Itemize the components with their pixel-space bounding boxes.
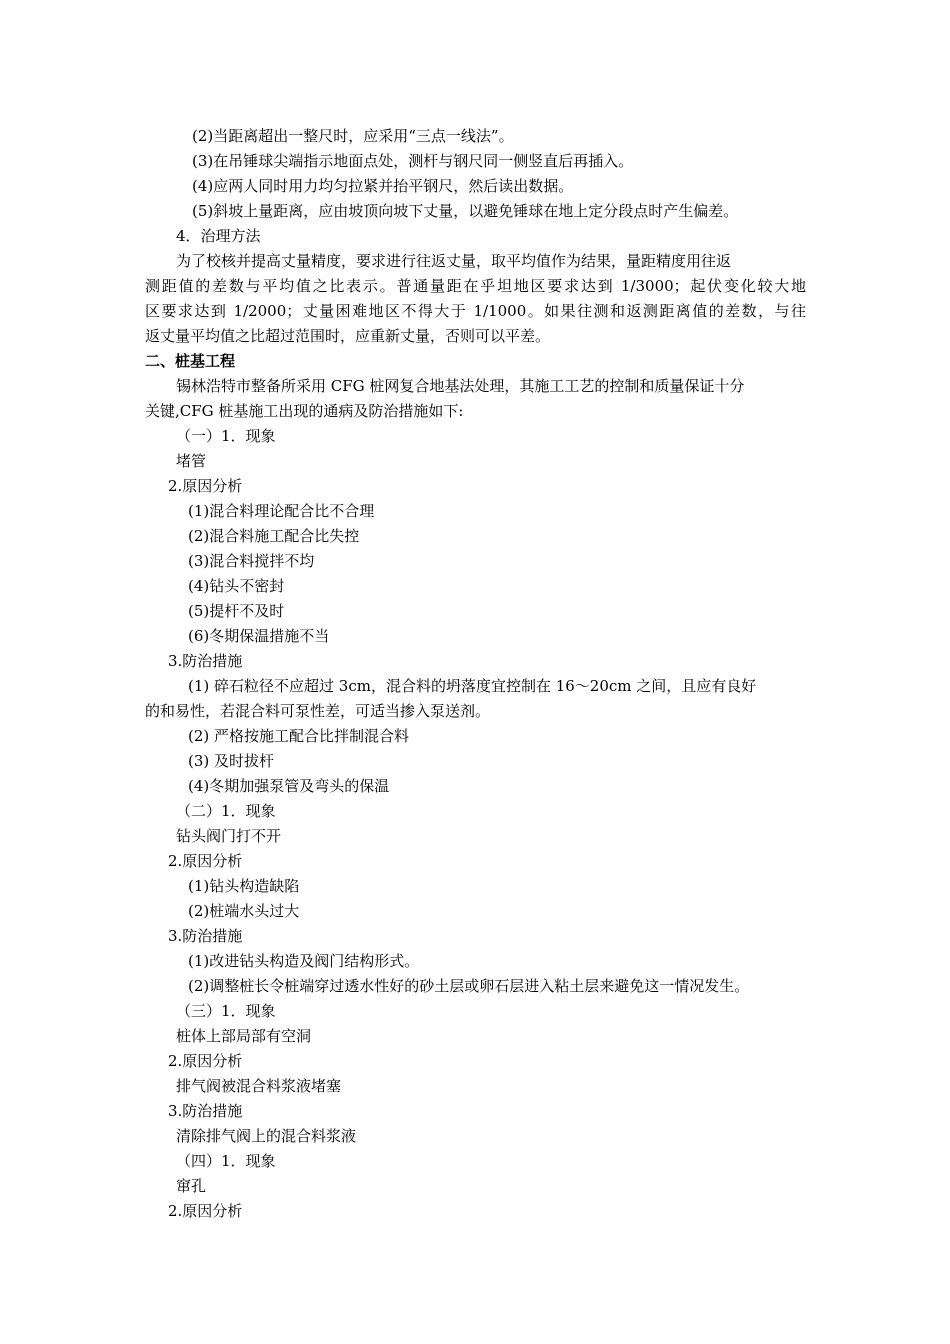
list-item: (1)钻头构造缺陷	[188, 877, 300, 895]
text-line: 钻头阀门打不开	[176, 827, 282, 845]
subsection-heading: 2.原因分析	[168, 1202, 243, 1220]
text-line: 排气阀被混合料浆液堵塞	[176, 1077, 342, 1095]
list-item: (6)冬期保温措施不当	[188, 627, 330, 645]
paragraph-line: 区要求达到 1/2000；丈量困难地区不得大于 1/1000。如果往测和返测距离值的差数，与往	[145, 302, 806, 320]
section-heading: 4．治理方法	[176, 227, 261, 245]
text-line: 窜孔	[176, 1177, 207, 1195]
subsection-heading: 3.防治措施	[168, 652, 243, 670]
subsection-heading: （二）1．现象	[176, 802, 276, 820]
subsection-heading: （三）1．现象	[176, 1002, 276, 1020]
chapter-heading: 二、桩基工程	[145, 352, 236, 370]
text-line: 堵管	[176, 452, 207, 470]
list-item: (1) 碎石粒径不应超过 3cm，混合料的坍落度宜控制在 16～20cm 之间，且应有良好	[188, 677, 757, 695]
list-item: (2)混合料施工配合比失控	[188, 527, 360, 545]
list-item: (2) 严格按施工配合比拌制混合料	[188, 727, 410, 745]
list-item: (4)钻头不密封	[188, 577, 285, 595]
text-line: (2)当距离超出一整尺时，应采用“三点一线法”。	[192, 127, 514, 145]
subsection-heading: 2.原因分析	[168, 477, 243, 495]
list-item: 的和易性，若混合料可泵性差，可适当掺入泵送剂。	[145, 702, 491, 720]
list-item: (5)提杆不及时	[188, 602, 285, 620]
list-item: (3) 及时拔杆	[188, 752, 275, 770]
list-item: (2)桩端水头过大	[188, 902, 300, 920]
paragraph-line: 锡林浩特市整备所采用 CFG 桩网复合地基法处理，其施工工艺的控制和质量保证十分	[176, 377, 745, 395]
paragraph-line: 测距值的差数与平均值之比表示。普通量距在乎坦地区要求达到 1/3000；起伏变化较大地	[145, 277, 806, 295]
text-line: (3)在吊锤球尖端指示地面点处，测杆与钢尺同一侧竖直后再插入。	[192, 152, 634, 170]
text-line: 桩体上部局部有空洞	[176, 1027, 312, 1045]
text-line: (5)斜坡上量距离，应由坡顶向坡下丈量，以避免锤球在地上定分段点时产生偏差。	[192, 202, 739, 220]
subsection-heading: 3.防治措施	[168, 927, 243, 945]
list-item: (1)改进钻头构造及阀门结构形式。	[188, 952, 420, 970]
list-item: (2)调整桩长令桩端穿过透水性好的砂土层或卵石层进入粘土层来避免这一情况发生。	[188, 977, 750, 995]
list-item: (3)混合料搅拌不均	[188, 552, 315, 570]
subsection-heading: 2.原因分析	[168, 852, 243, 870]
subsection-heading: （四）1．现象	[176, 1152, 276, 1170]
paragraph-line: 为了校核并提高丈量精度，要求进行往返丈量，取平均值作为结果，量距精度用往返	[176, 252, 732, 270]
subsection-heading: 2.原因分析	[168, 1052, 243, 1070]
paragraph-line: 关键,CFG 桩基施工出现的通病及防治措施如下:	[145, 402, 464, 420]
paragraph-line: 返丈量平均值之比超过范围时，应重新丈量，否则可以平差。	[145, 327, 551, 345]
text-line: (4)应两人同时用力均匀拉紧并抬平钢尺，然后读出数据。	[192, 177, 574, 195]
subsection-heading: （一）1．现象	[176, 427, 276, 445]
subsection-heading: 3.防治措施	[168, 1102, 243, 1120]
list-item: (1)混合料理论配合比不合理	[188, 502, 375, 520]
text-line: 清除排气阀上的混合料浆液	[176, 1127, 357, 1145]
list-item: (4)冬期加强泵管及弯头的保温	[188, 777, 390, 795]
